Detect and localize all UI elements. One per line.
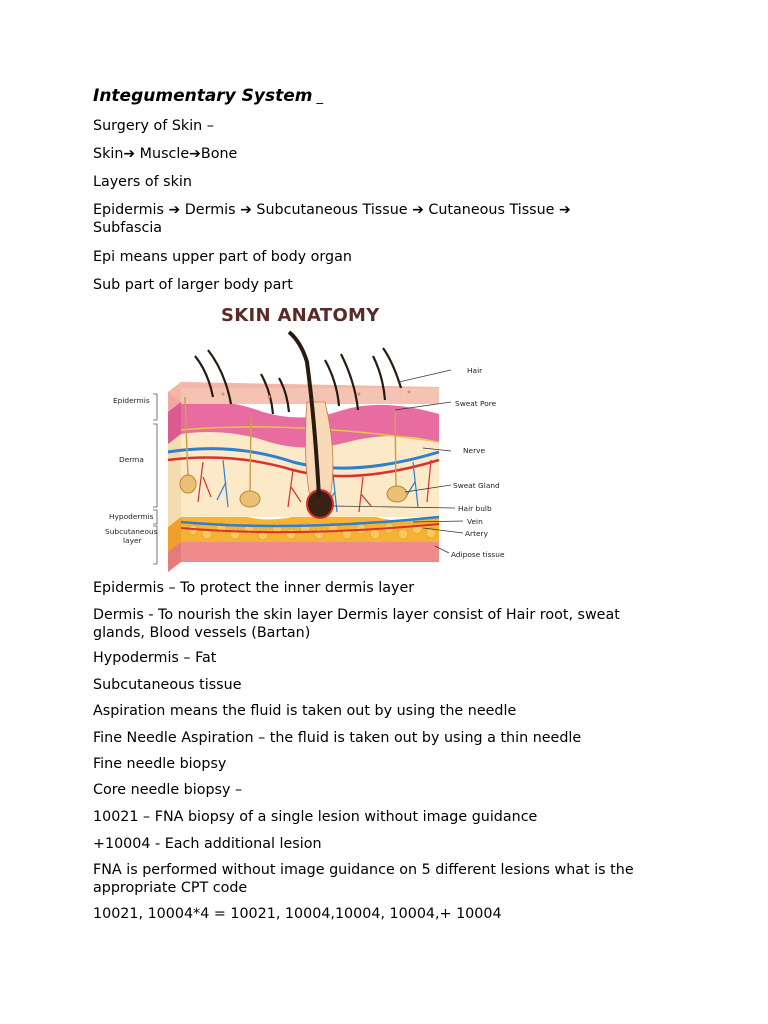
label-subcutaneous: Subcutaneous bbox=[105, 527, 158, 536]
text-line: +10004 - Each additional lesion bbox=[93, 836, 322, 852]
document-title bbox=[93, 86, 323, 106]
text-line: Core needle biopsy – bbox=[93, 782, 243, 798]
label-artery: Artery bbox=[465, 529, 488, 538]
chain-item: Epidermis bbox=[93, 202, 164, 218]
right-arrow-icon: ➔ bbox=[240, 202, 252, 218]
text-line: Surgery of Skin – bbox=[93, 118, 214, 134]
right-arrow-icon: ➔ bbox=[123, 146, 136, 162]
layers-chain-line bbox=[93, 202, 638, 237]
text-line: Fine needle biopsy bbox=[93, 756, 227, 772]
label-adipose-tissue: Adipose tissue bbox=[451, 550, 505, 559]
label-hair: Hair bbox=[467, 366, 483, 375]
text-line: Layers of skin bbox=[93, 174, 192, 190]
skin-chain-line bbox=[93, 146, 237, 164]
right-arrow-icon: ➔ bbox=[559, 202, 571, 218]
chain-item: Bone bbox=[200, 146, 238, 162]
right-arrow-icon: ➔ bbox=[168, 202, 181, 218]
chain-item: Skin bbox=[93, 146, 124, 162]
right-arrow-icon: ➔ bbox=[189, 146, 201, 162]
label-derma: Derma bbox=[119, 455, 144, 464]
label-hair-bulb: Hair bulb bbox=[458, 504, 492, 513]
label-sweat-pore: Sweat Pore bbox=[455, 399, 497, 408]
chain-item: Muscle bbox=[139, 146, 190, 162]
label-layer: layer bbox=[123, 536, 142, 545]
text-line: 10021 – FNA biopsy of a single lesion without image guidance bbox=[93, 809, 538, 825]
text-line: Dermis - To nourish the skin layer Dermis layer consist of Hair root, sweat glands, Blood vessels (Bartan) bbox=[93, 607, 620, 641]
chain-item: Cutaneous Tissue bbox=[428, 202, 555, 218]
text-line: Aspiration means the fluid is taken out by using the needle bbox=[93, 703, 517, 719]
label-epidermis: Epidermis bbox=[113, 396, 150, 405]
chain-item: Dermis bbox=[184, 202, 236, 218]
text-line: Hypodermis – Fat bbox=[93, 650, 217, 666]
skin-anatomy-figure bbox=[93, 302, 513, 574]
label-vein: Vein bbox=[467, 517, 483, 526]
text-line: FNA is performed without image guidance on 5 different lesions what is the appropriate CPT code bbox=[93, 862, 634, 896]
chain-item: Subcutaneous Tissue bbox=[256, 202, 408, 218]
label-sweat-gland: Sweat Gland bbox=[453, 481, 500, 490]
label-nerve: Nerve bbox=[463, 446, 486, 455]
title-text: Integumentary System bbox=[93, 86, 313, 106]
text-line: 10021, 10004*4 = 10021, 10004,10004, 10004,+ 10004 bbox=[93, 906, 502, 922]
text-line: Epidermis – To protect the inner dermis layer bbox=[93, 580, 415, 596]
text-line: Fine Needle Aspiration – the fluid is taken out by using a thin needle bbox=[93, 730, 582, 746]
label-hypodermis: Hypodermis bbox=[109, 512, 154, 521]
title-underscore: _ bbox=[316, 90, 323, 105]
text-line: Epi means upper part of body organ bbox=[93, 249, 352, 265]
figure-title: SKIN ANATOMY bbox=[221, 305, 380, 326]
fat-base bbox=[181, 540, 439, 562]
right-arrow-icon: ➔ bbox=[412, 202, 424, 218]
text-line: Subcutaneous tissue bbox=[93, 677, 242, 693]
left-brackets bbox=[153, 394, 157, 564]
chain-item: Subfascia bbox=[93, 219, 163, 236]
text-line: Sub part of larger body part bbox=[93, 277, 293, 293]
